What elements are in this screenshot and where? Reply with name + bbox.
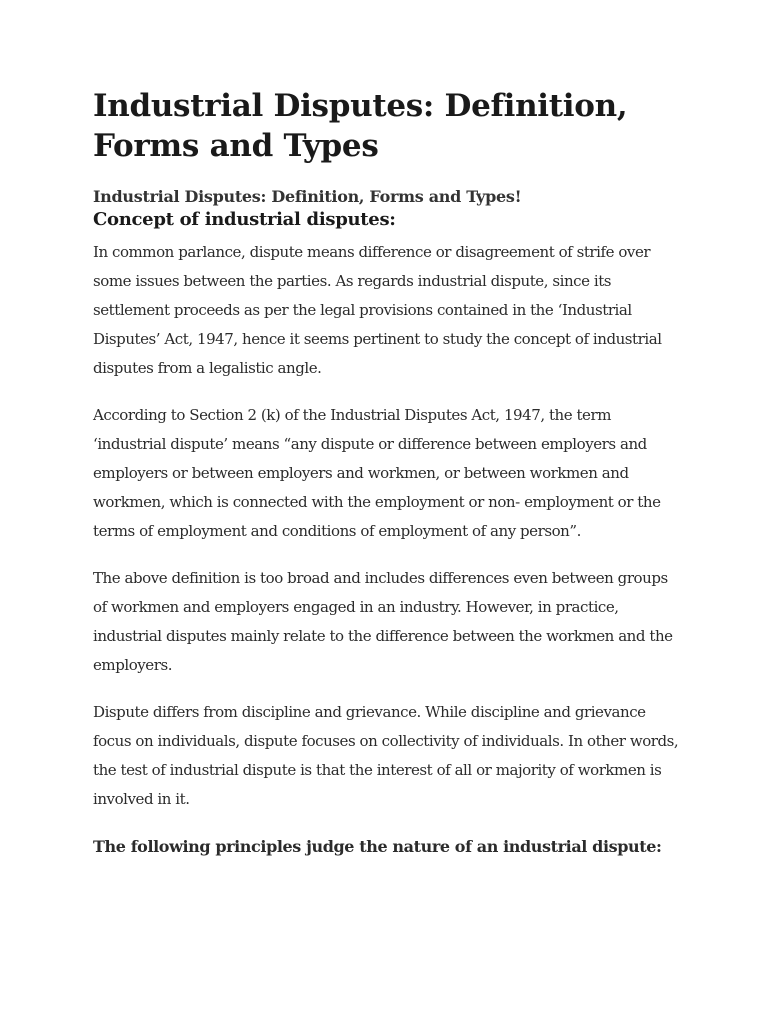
paragraph-broad-definition: The above definition is too broad and includes differences even between groups of workmen and employers engaged in an industry. However, in practice, industrial disputes mainly relate to the difference between the workmen and the employers. bbox=[93, 569, 673, 674]
section-heading: Concept of industrial disputes: bbox=[93, 209, 396, 230]
article-subtitle: Industrial Disputes: Definition, Forms and Types! bbox=[93, 187, 522, 206]
article bbox=[93, 86, 683, 861]
paragraph-section-definition: According to Section 2 (k) of the Industrial Disputes Act, 1947, the term ‘industrial dispute’ means “any dispute or difference between employers and employers or between employers and workmen, or between workmen and workmen, which is connected with the employment or non- employment or the terms of employment and conditions of employment of any person”. bbox=[93, 406, 661, 540]
paragraph-common-parlance: In common parlance, dispute means difference or disagreement of strife over some issues between the parties. As regards industrial dispute, since its settlement proceeds as per the legal provisions contained in the ‘Industrial Disputes’ Act, 1947, hence it seems pertinent to study the concept of industrial disputes from a legalistic angle. bbox=[93, 243, 662, 377]
principles-lead-in: The following principles judge the nature of an industrial dispute: bbox=[93, 837, 662, 856]
article-title: Industrial Disputes: Definition, Forms and Types bbox=[93, 88, 628, 164]
paragraph-dispute-vs-discipline: Dispute differs from discipline and grievance. While discipline and grievance focus on individuals, dispute focuses on collectivity of individuals. In other words, the test of industrial dispute is that the interest of all or majority of workmen is involved in it. bbox=[93, 703, 679, 808]
